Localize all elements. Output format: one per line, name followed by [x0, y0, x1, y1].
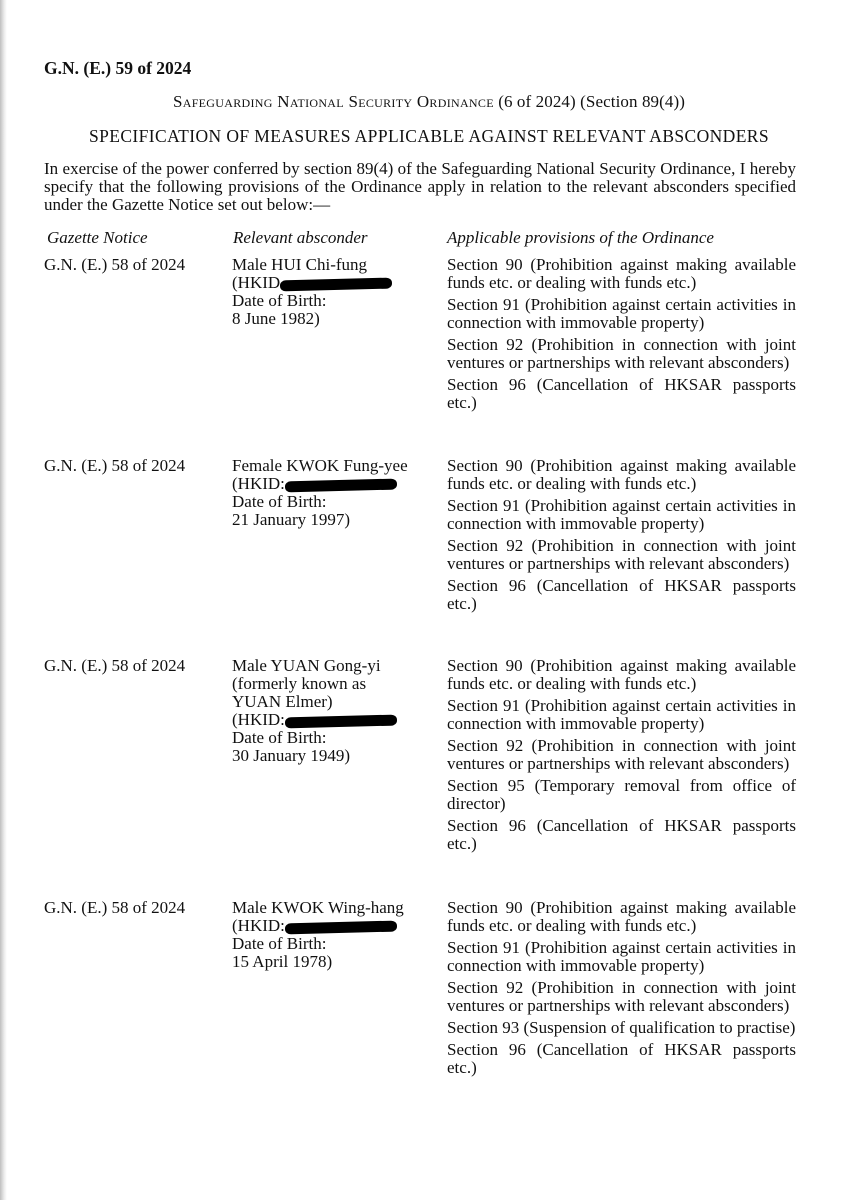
- gazette-notice-cell: G.N. (E.) 58 of 2024: [44, 255, 186, 274]
- absconder-name-line: Male KWOK Wing-hang: [232, 898, 404, 917]
- redaction-mark: [280, 277, 392, 291]
- provision-item: Section 91 (Prohibition against certain activities in connection with immovable property): [447, 496, 796, 533]
- provision-item: Section 96 (Cancellation of HKSAR passports etc.): [447, 576, 796, 613]
- hkid-label: (HKID:: [232, 916, 285, 935]
- dob-value: 30 January 1949): [232, 746, 351, 765]
- column-header-gazette-notice: Gazette Notice: [47, 228, 148, 247]
- absconder-cell: [232, 457, 432, 529]
- absconder-name-line: (formerly known as: [232, 674, 367, 693]
- gazette-notice-cell: G.N. (E.) 58 of 2024: [44, 456, 186, 475]
- provision-item: Section 96 (Cancellation of HKSAR passports etc.): [447, 375, 796, 412]
- ordinance-name: Safeguarding National Security Ordinance: [172, 92, 494, 111]
- absconder-name-line: YUAN Elmer): [232, 692, 333, 711]
- dob-value: 15 April 1978): [232, 952, 333, 971]
- redaction-mark: [285, 920, 397, 934]
- column-header-applicable-provisions: Applicable provisions of the Ordinance: [447, 228, 714, 247]
- dob-label: Date of Birth:: [232, 728, 327, 747]
- provisions-cell: [447, 899, 796, 1081]
- absconder-name-line: Male YUAN Gong-yi: [232, 656, 381, 675]
- ordinance-detail: (6 of 2024) (Section 89(4)): [498, 92, 686, 111]
- absconder-name-line: Male HUI Chi-fung: [232, 255, 368, 274]
- provision-item: Section 91 (Prohibition against certain activities in connection with immovable property): [447, 295, 796, 332]
- dob-value: 21 January 1997): [232, 510, 351, 529]
- hkid-line: [232, 475, 432, 493]
- provisions-cell: [447, 457, 796, 617]
- provisions-cell: [447, 657, 796, 857]
- provision-item: Section 92 (Prohibition in connection with joint ventures or partnerships with relevant absconders): [447, 335, 796, 372]
- dob-label: Date of Birth:: [232, 492, 327, 511]
- hkid-line: [232, 917, 432, 935]
- absconder-cell: [232, 256, 432, 328]
- provision-item: Section 93 (Suspension of qualification to practise): [447, 1018, 796, 1037]
- redaction-mark: [285, 714, 397, 728]
- provision-item: Section 90 (Prohibition against making available funds etc. or dealing with funds etc.): [447, 656, 796, 693]
- provision-item: Section 91 (Prohibition against certain activities in connection with immovable property): [447, 696, 796, 733]
- hkid-label: (HKID: [232, 273, 281, 292]
- dob-label: Date of Birth:: [232, 934, 327, 953]
- gazette-notice-cell: G.N. (E.) 58 of 2024: [44, 898, 186, 917]
- provision-item: Section 92 (Prohibition in connection with joint ventures or partnerships with relevant absconders): [447, 536, 796, 573]
- hkid-line: [232, 711, 432, 729]
- ordinance-heading: [0, 92, 858, 112]
- absconder-cell: [232, 657, 432, 765]
- dob-label: Date of Birth:: [232, 291, 327, 310]
- hkid-label: (HKID:: [232, 710, 285, 729]
- hkid-label: (HKID:: [232, 474, 285, 493]
- specification-title: SPECIFICATION OF MEASURES APPLICABLE AGAINST RELEVANT ABSCONDERS: [88, 126, 770, 146]
- intro-paragraph: In exercise of the power conferred by section 89(4) of the Safeguarding National Security Ordinance, I hereby specify that the following provisions of the Ordinance apply in relation to the relevant absconders specified under the Gazette Notice set out below:—: [44, 159, 796, 214]
- absconder-name-line: Female KWOK Fung-yee: [232, 456, 408, 475]
- provision-item: Section 95 (Temporary removal from office of director): [447, 776, 796, 813]
- gazette-notice-cell: G.N. (E.) 58 of 2024: [44, 656, 186, 675]
- absconder-cell: [232, 899, 432, 971]
- provision-item: Section 96 (Cancellation of HKSAR passports etc.): [447, 816, 796, 853]
- provision-item: Section 96 (Cancellation of HKSAR passports etc.): [447, 1040, 796, 1077]
- provision-item: Section 91 (Prohibition against certain activities in connection with immovable property): [447, 938, 796, 975]
- provisions-cell: [447, 256, 796, 416]
- notice-number: G.N. (E.) 59 of 2024: [44, 58, 192, 78]
- provision-item: Section 92 (Prohibition in connection with joint ventures or partnerships with relevant absconders): [447, 736, 796, 773]
- provision-item: Section 90 (Prohibition against making available funds etc. or dealing with funds etc.): [447, 456, 796, 493]
- provision-item: Section 90 (Prohibition against making available funds etc. or dealing with funds etc.): [447, 255, 796, 292]
- provision-item: Section 92 (Prohibition in connection with joint ventures or partnerships with relevant absconders): [447, 978, 796, 1015]
- column-header-relevant-absconder: Relevant absconder: [233, 228, 368, 247]
- provision-item: Section 90 (Prohibition against making available funds etc. or dealing with funds etc.): [447, 898, 796, 935]
- redaction-mark: [285, 478, 397, 492]
- dob-value: 8 June 1982): [232, 309, 320, 328]
- hkid-line: [232, 274, 432, 292]
